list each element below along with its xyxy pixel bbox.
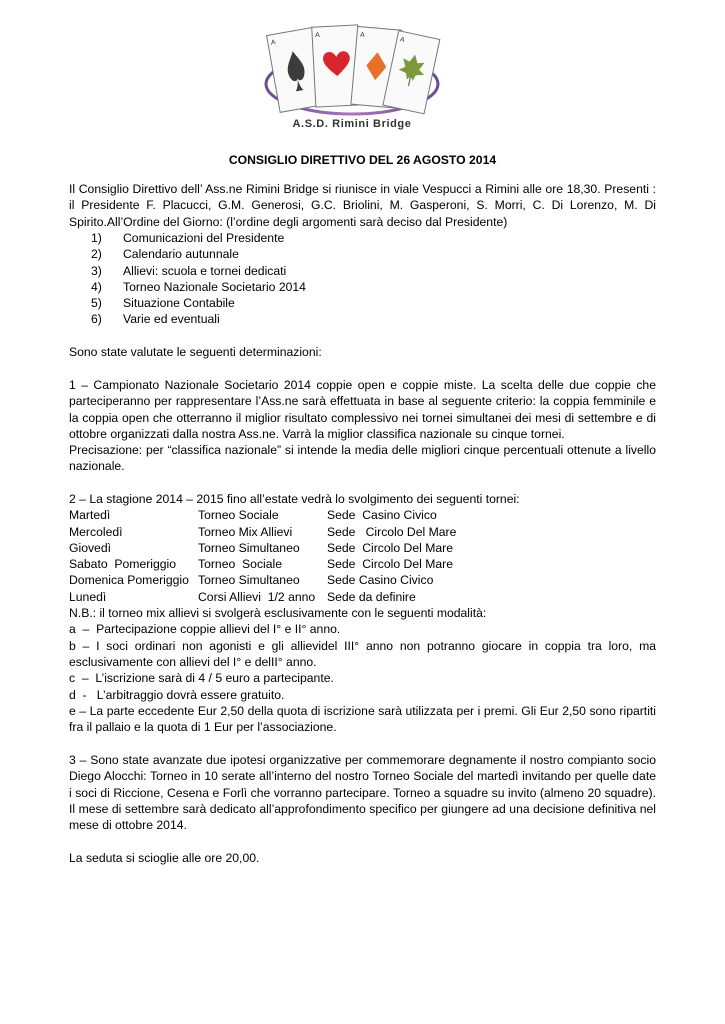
svg-text:A: A <box>270 39 277 47</box>
table-row: Mercoledì Torneo Mix Allievi Sede Circolo Del Mare <box>69 524 457 539</box>
determinations-intro: Sono state valutate le seguenti determinazioni: <box>69 345 322 359</box>
tournament-schedule <box>69 507 456 605</box>
table-row: Sabato Pomeriggio Torneo Sociale Sede Circolo Del Mare <box>69 557 453 572</box>
playing-cards-logo <box>262 20 442 118</box>
section-3-text: 3 – Sono state avanzate due ipotesi organizzative per commemorare degnamente il nostro compianto socio Diego Alocchi: Torneo in 10 serate all’interno del nostro Torneo Sociale del martedì invitando per quelle date i soci di Riccione, Cesena e Forlì che vorranno partecipare. Torneo a squadre su invito (almeno 20 squadre). Il mese di settembre sarà dedicato all’approfondimento specifico per giungere ad una decisione definitiva nel mese di ottobre 2014. <box>69 753 656 833</box>
agenda-item: 4) Torneo Nazionale Societario 2014 <box>91 279 306 294</box>
section-1-text: 1 – Campionato Nazionale Societario 2014 coppie open e coppie miste. La scelta delle due coppie che parteciperanno per rappresentare l’Ass.ne sarà effettuata in base al seguente criterio: la coppia femminile e la coppia open che otterranno il miglior risultato complessivo nei tornei simultanei dei mesi di settembre e di ottobre organizzati dalla nostra Ass.ne. Varrà la miglior classifica nazionale su cinque tornei. <box>69 378 656 441</box>
table-row: Lunedì Corsi Allievi 1/2 anno Sede da definire <box>69 589 416 604</box>
agenda-item: 1) Comunicazioni del Presidente <box>91 231 285 245</box>
mix-note: N.B.: il torneo mix allievi si svolgerà esclusivamente con le seguenti modalità: <box>69 606 487 621</box>
page-title: CONSIGLIO DIRETTIVO DEL 26 AGOSTO 2014 <box>228 153 497 167</box>
closing-text: La seduta si scioglie alle ore 20,00. <box>69 851 260 865</box>
mix-rule: a – Partecipazione coppie allievi del I° e II° anno. <box>69 622 341 637</box>
agenda-item: 6) Varie ed eventuali <box>91 312 220 327</box>
section-3 <box>69 752 656 833</box>
club-logo <box>262 20 442 140</box>
section-1 <box>69 377 656 475</box>
svg-text:A: A <box>359 31 365 40</box>
mix-rule: d - L’arbitraggio dovrà essere gratuito. <box>69 687 285 702</box>
section-1-note: Precisazione: per “classifica nazionale” si intende la media delle migliori cinque percentuali ottenute a livello nazionale. <box>69 443 656 474</box>
table-row: Martedì Torneo Sociale Sede Casino Civico <box>69 508 437 523</box>
svg-text:A: A <box>314 31 321 40</box>
section-2-intro: 2 – La stagione 2014 – 2015 fino all’estate vedrà lo svolgimento dei seguenti tornei: <box>69 492 520 506</box>
intro-text: Il Consiglio Direttivo dell’ Ass.ne Rimini Bridge si riunisce in viale Vespucci a Rimini alle ore 18,30. Presenti : il Presidente F. Placucci, G.M. Generosi, G.C. Briolini, M. Gasperoni, S. Morri, C. Di Lorenzo, M. Di Spirito.All’Ordine del Giorno: (l’ordine degli argomenti sarà deciso dal Presidente) <box>69 182 656 229</box>
table-row: Giovedì Torneo Simultaneo Sede Circolo Del Mare <box>69 540 453 555</box>
section-2 <box>69 491 656 735</box>
mix-rule: c – L’iscrizione sarà di 4 / 5 euro a partecipante. <box>69 671 334 686</box>
agenda-item: 3) Allievi: scuola e tornei dedicati <box>91 263 287 278</box>
agenda-item: 5) Situazione Contabile <box>91 296 235 311</box>
mix-rule: b – I soci ordinari non agonisti e gli allievidel III° anno non potranno giocare in coppia tra loro, ma esclusivamente con allievi del I° e delII° anno. <box>69 638 656 669</box>
table-row: Domenica Pomeriggio Torneo Simultaneo Sede Casino Civico <box>69 573 434 588</box>
agenda-item: 2) Calendario autunnale <box>91 247 239 262</box>
intro-paragraph <box>69 181 656 230</box>
agenda-list <box>69 230 656 328</box>
closing <box>69 850 656 866</box>
mix-rule: e – La parte eccedente Eur 2,50 della quota di iscrizione sarà utilizzata per i premi. Gli Eur 2,50 sono ripartiti fra il pallaio e la quota di 1 Eur per l’associazione. <box>69 703 656 735</box>
logo-caption: A.S.D. Rimini Bridge <box>292 118 412 130</box>
svg-text:A: A <box>399 36 406 45</box>
